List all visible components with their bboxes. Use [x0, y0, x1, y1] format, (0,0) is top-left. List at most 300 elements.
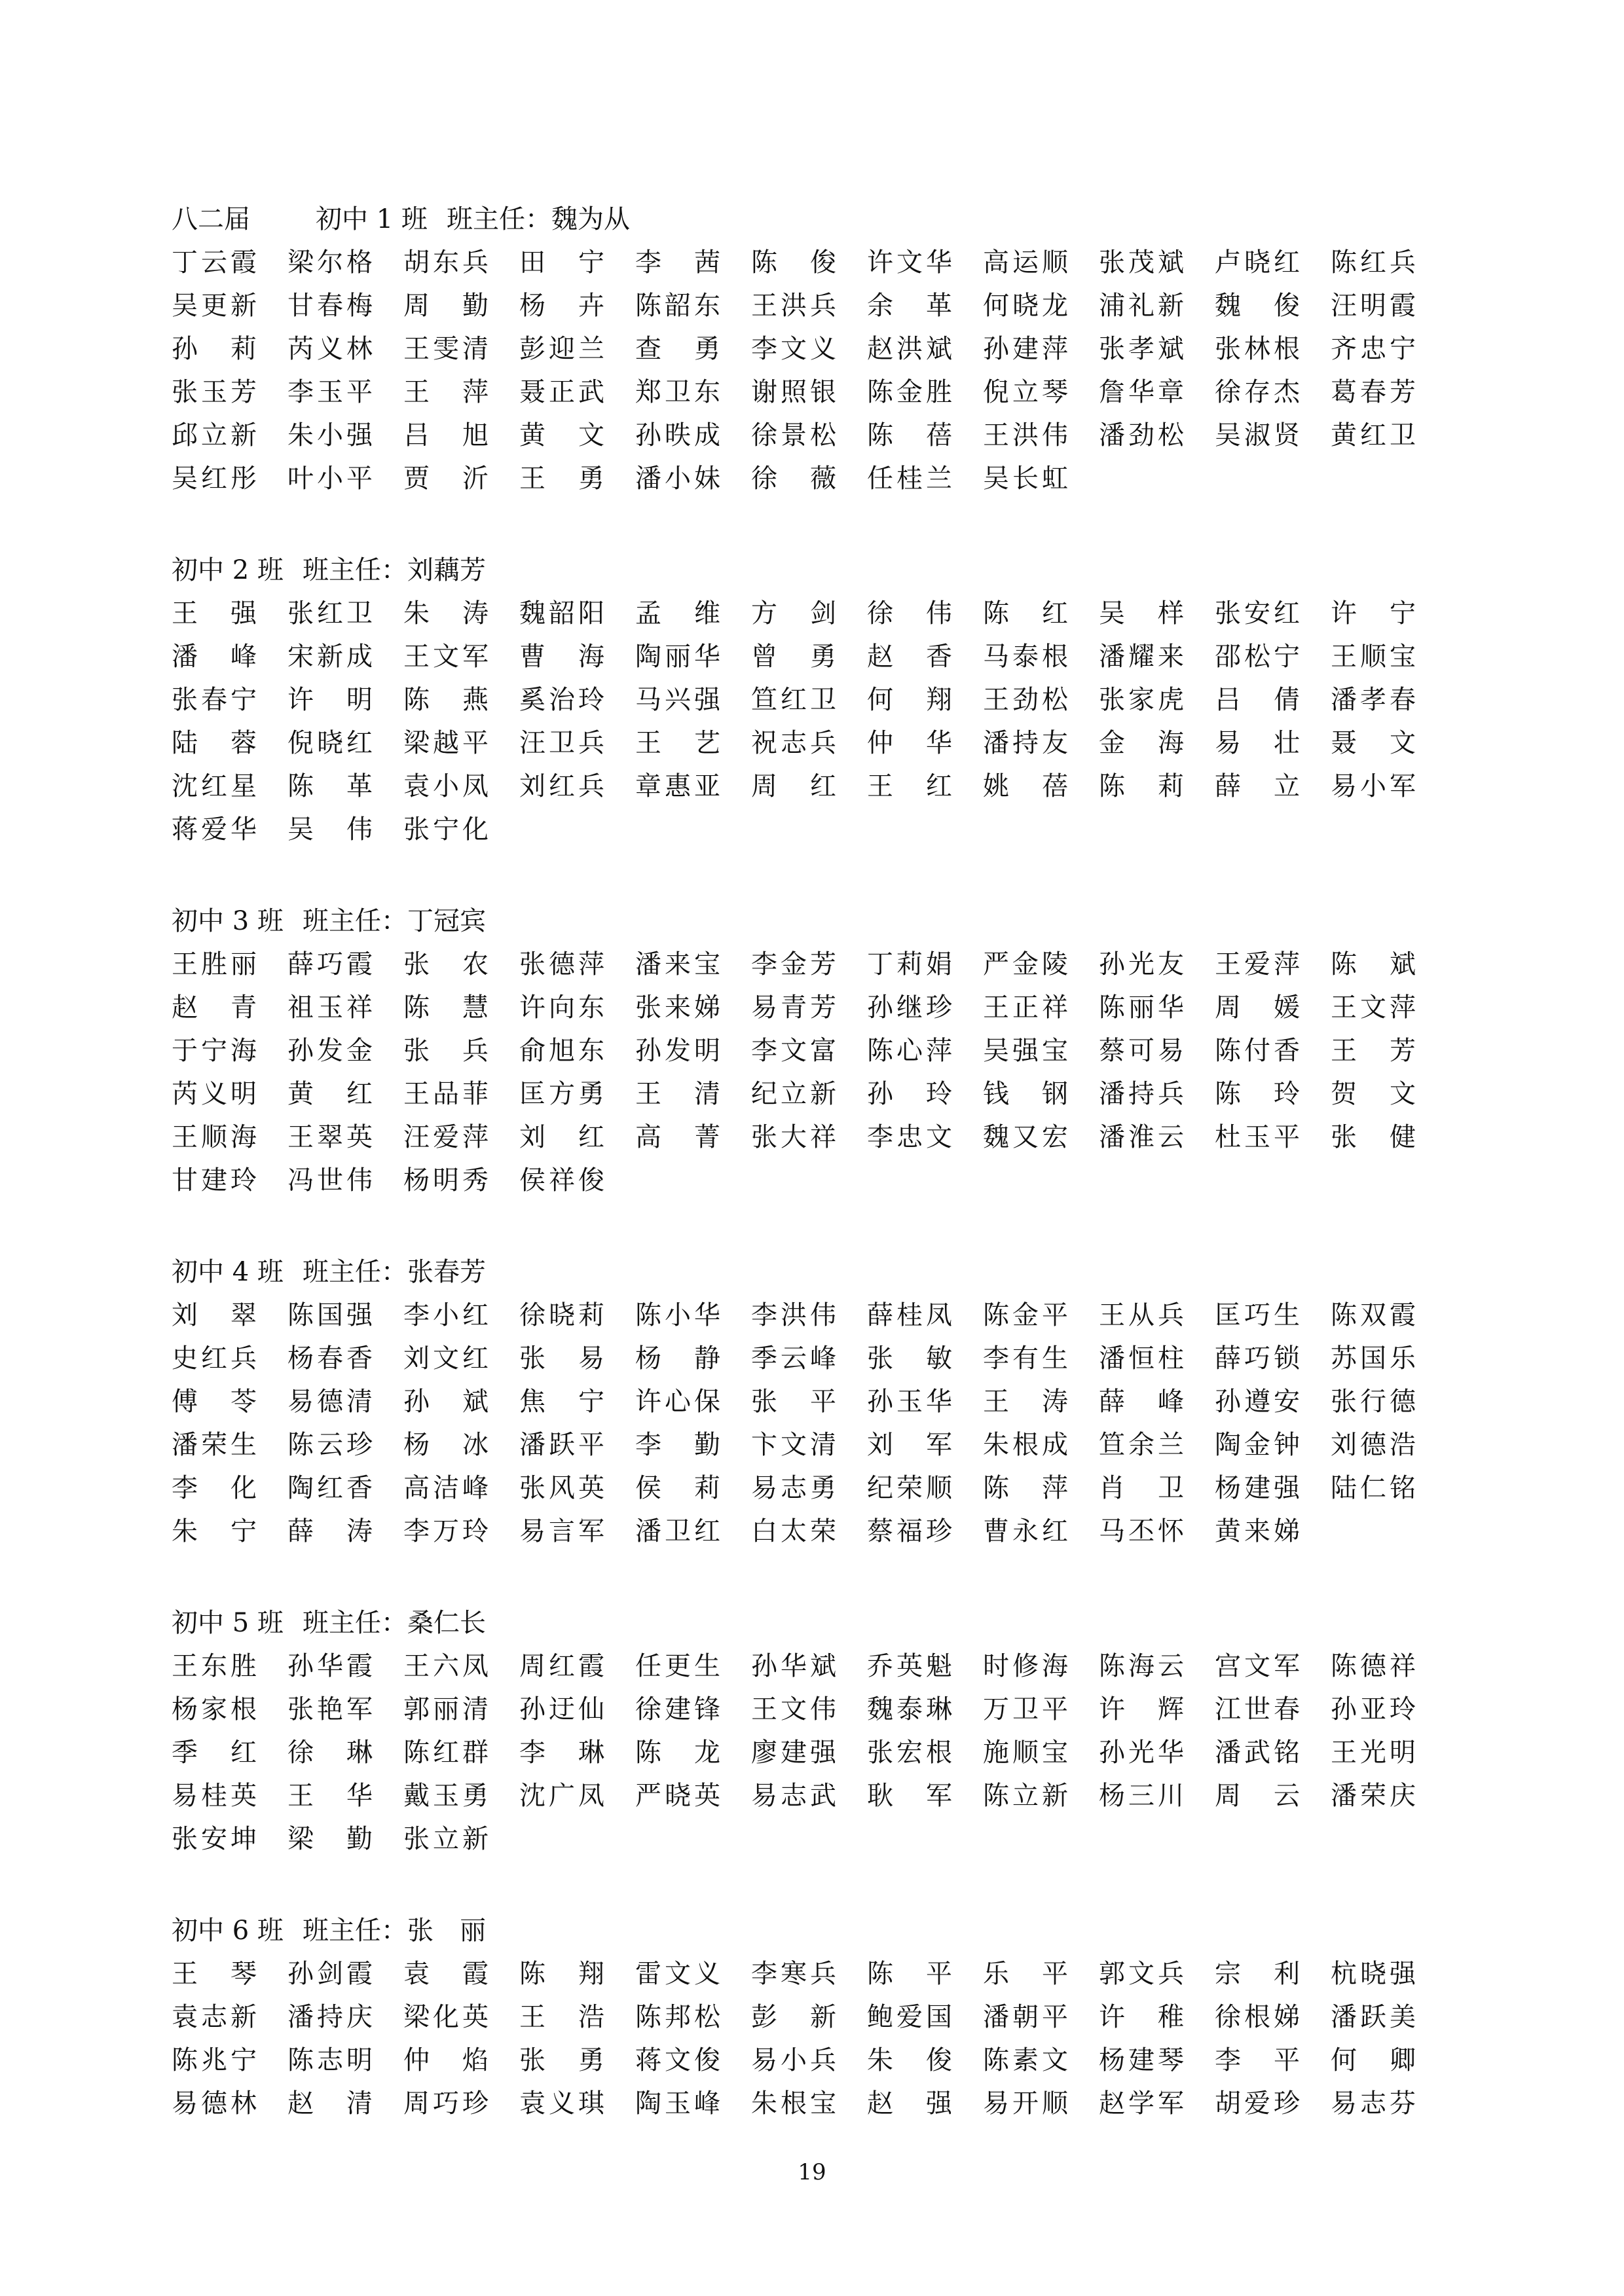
- student-name: 汪卫兵: [519, 728, 604, 758]
- student-name: 俞旭东: [519, 1036, 604, 1066]
- student-name: 朱 俊: [867, 2045, 952, 2075]
- student-name: 鲍爱国: [867, 2002, 952, 2032]
- student-name: 许文华: [867, 247, 952, 278]
- student-name: 王 浩: [519, 2002, 604, 2032]
- student-name: 潘荣生: [172, 1430, 257, 1460]
- class-heading: [172, 1601, 1416, 1645]
- student-row: [172, 1731, 1416, 1774]
- class-roster: [172, 198, 1416, 2174]
- student-name: 李 化: [172, 1473, 257, 1503]
- student-name: 赵 强: [867, 2088, 952, 2119]
- student-name: 丁云霞: [172, 247, 257, 278]
- class-name: 初中 5 班: [172, 1608, 284, 1638]
- class-heading: [172, 1250, 1416, 1294]
- student-name: 梁 勤: [287, 1824, 373, 1854]
- student-name: 何 卿: [1331, 2045, 1416, 2075]
- student-name: 蒋文俊: [635, 2045, 720, 2075]
- student-name: 陈 萍: [983, 1473, 1068, 1503]
- student-name: 王文军: [403, 642, 489, 672]
- student-row: [172, 1510, 1416, 1553]
- student-name: 薛 峰: [1099, 1387, 1184, 1417]
- student-row: [172, 1817, 1416, 1861]
- student-name: 薛 涛: [287, 1516, 373, 1546]
- student-name: 黄红卫: [1331, 420, 1416, 450]
- student-name: 潘 峰: [172, 642, 257, 672]
- student-name: 孙建萍: [983, 334, 1068, 364]
- student-name: 赵洪斌: [867, 334, 952, 364]
- student-name: 仲 华: [867, 728, 952, 758]
- student-name: 侯祥俊: [519, 1165, 604, 1195]
- student-row: [172, 808, 1416, 851]
- student-name: 陈兆宁: [172, 2045, 257, 2075]
- student-name: 陈国强: [287, 1300, 373, 1330]
- student-name: 陈金平: [983, 1300, 1068, 1330]
- class-section: [172, 1909, 1416, 2125]
- student-name: 朱 宁: [172, 1516, 257, 1546]
- student-name: 杨 冰: [403, 1430, 489, 1460]
- student-name: 张 健: [1331, 1122, 1416, 1152]
- student-name: 贺 文: [1331, 1079, 1416, 1109]
- student-name: 蔡福珍: [867, 1516, 952, 1546]
- student-name: 易德林: [172, 2088, 257, 2119]
- student-name: 吴淑贤: [1215, 420, 1300, 450]
- student-name: 李 琳: [519, 1738, 604, 1768]
- student-name: 陈 龙: [635, 1738, 720, 1768]
- student-name: 张玉芳: [172, 377, 257, 407]
- student-row: [172, 986, 1416, 1029]
- student-row: [172, 241, 1416, 284]
- student-row: [172, 2082, 1416, 2125]
- class-name: 初中 2 班: [172, 555, 284, 585]
- student-name: 李金芳: [751, 949, 836, 979]
- student-name: 陆仁铭: [1331, 1473, 1416, 1503]
- student-name: 曹永红: [983, 1516, 1068, 1546]
- student-name: 杨家根: [172, 1694, 257, 1724]
- student-name: 刘 翠: [172, 1300, 257, 1330]
- student-name: 贾 沂: [403, 464, 489, 494]
- student-name: 田 宁: [519, 247, 604, 278]
- student-name: 王 华: [287, 1781, 373, 1811]
- class-heading: [172, 900, 1416, 943]
- student-name: 张宏根: [867, 1738, 952, 1768]
- class-heading: [172, 549, 1416, 592]
- student-name: 任更生: [635, 1651, 720, 1681]
- student-name: 徐存杰: [1215, 377, 1300, 407]
- student-name: 查 勇: [635, 334, 720, 364]
- student-name: 吕 倩: [1215, 685, 1300, 715]
- student-name: 冯世伟: [287, 1165, 373, 1195]
- student-row: [172, 678, 1416, 721]
- student-name: 徐景松: [751, 420, 836, 450]
- student-name: 马丕怀: [1099, 1516, 1184, 1546]
- homeroom-teacher: 班主任：张春芳: [303, 1257, 486, 1287]
- student-name: 郑卫东: [635, 377, 720, 407]
- class-section: [172, 1250, 1416, 1553]
- student-name: 雷文义: [635, 1959, 720, 1989]
- homeroom-teacher: 班主任：魏为从: [447, 204, 630, 234]
- student-name: 王 强: [172, 598, 257, 629]
- student-name: 陈韶东: [635, 291, 720, 321]
- student-name: 李万玲: [403, 1516, 489, 1546]
- student-name: 易青芳: [751, 993, 836, 1023]
- student-name: 黄来娣: [1215, 1516, 1300, 1546]
- student-name: 姚 蓓: [983, 771, 1068, 801]
- student-row: [172, 943, 1416, 986]
- student-name: 叶小平: [287, 464, 373, 494]
- student-name: 陶丽华: [635, 642, 720, 672]
- student-name: 耿 军: [867, 1781, 952, 1811]
- student-name: 陈海云: [1099, 1651, 1184, 1681]
- student-name: 甘春梅: [287, 291, 373, 321]
- student-name: 孙发明: [635, 1036, 720, 1066]
- student-name: 刘红兵: [519, 771, 604, 801]
- student-name: 魏又宏: [983, 1122, 1068, 1152]
- student-name: 宋新成: [287, 642, 373, 672]
- student-name: 倪晓红: [287, 728, 373, 758]
- student-name: 沈广凤: [519, 1781, 604, 1811]
- student-name: 朱小强: [287, 420, 373, 450]
- student-name: 潘持友: [983, 728, 1068, 758]
- student-name: 陈德祥: [1331, 1651, 1416, 1681]
- student-row: [172, 414, 1416, 457]
- student-name: 孙发金: [287, 1036, 373, 1066]
- student-name: 许 宁: [1331, 598, 1416, 629]
- student-name: 王正祥: [983, 993, 1068, 1023]
- student-name: 薛巧霞: [287, 949, 373, 979]
- student-name: 王光明: [1331, 1738, 1416, 1768]
- student-row: [172, 1380, 1416, 1423]
- student-name: 宗 利: [1215, 1959, 1300, 1989]
- class-heading: [172, 1909, 1416, 1952]
- student-row: [172, 1952, 1416, 1995]
- student-name: 章惠亚: [635, 771, 720, 801]
- student-name: 张 勇: [519, 2045, 604, 2075]
- student-name: 陈 革: [287, 771, 373, 801]
- student-name: 蔡可易: [1099, 1036, 1184, 1066]
- student-name: 曾 勇: [751, 642, 836, 672]
- student-name: 易小兵: [751, 2045, 836, 2075]
- student-name: 赵 清: [287, 2088, 373, 2119]
- student-name: 易志芬: [1331, 2088, 1416, 2119]
- class-name: 初中 6 班: [172, 1916, 284, 1946]
- student-name: 胡东兵: [403, 247, 489, 278]
- homeroom-teacher: 班主任：刘藕芳: [303, 555, 486, 585]
- student-name: 陈志明: [287, 2045, 373, 2075]
- student-name: 许 辉: [1099, 1694, 1184, 1724]
- student-name: 潘持兵: [1099, 1079, 1184, 1109]
- student-name: 易 壮: [1215, 728, 1300, 758]
- student-name: 陈 红: [983, 598, 1068, 629]
- student-name: 彭 新: [751, 2002, 836, 2032]
- student-name: 张 平: [751, 1387, 836, 1417]
- student-name: 史红兵: [172, 1343, 257, 1374]
- student-name: 陈红群: [403, 1738, 489, 1768]
- student-name: 陈付香: [1215, 1036, 1300, 1066]
- student-name: 许 稚: [1099, 2002, 1184, 2032]
- student-row: [172, 1645, 1416, 1688]
- student-name: 祝志兵: [751, 728, 836, 758]
- student-name: 刘文红: [403, 1343, 489, 1374]
- student-name: 蒋爱华: [172, 814, 257, 845]
- student-name: 李文义: [751, 334, 836, 364]
- student-name: 聂 文: [1331, 728, 1416, 758]
- class-heading: [172, 198, 1416, 241]
- student-name: 陈立新: [983, 1781, 1068, 1811]
- class-section: [172, 1601, 1416, 1861]
- student-name: 杨 卉: [519, 291, 604, 321]
- student-name: 傅 苓: [172, 1387, 257, 1417]
- student-name: 谢照银: [751, 377, 836, 407]
- student-name: 张 易: [519, 1343, 604, 1374]
- student-name: 纪荣顺: [867, 1473, 952, 1503]
- student-name: 乐 平: [983, 1959, 1068, 1989]
- student-name: 李忠文: [867, 1122, 952, 1152]
- student-name: 陈 玲: [1215, 1079, 1300, 1109]
- student-name: 潘卫红: [635, 1516, 720, 1546]
- student-name: 王 琴: [172, 1959, 257, 1989]
- student-name: 金 海: [1099, 728, 1184, 758]
- student-name: 孙光友: [1099, 949, 1184, 979]
- student-name: 于宁海: [172, 1036, 257, 1066]
- student-name: 王顺海: [172, 1122, 257, 1152]
- student-name: 侯 莉: [635, 1473, 720, 1503]
- student-name: 李小红: [403, 1300, 489, 1330]
- student-name: 孙亚玲: [1331, 1694, 1416, 1724]
- student-name: 孙迂仙: [519, 1694, 604, 1724]
- student-name: 张茂斌: [1099, 247, 1184, 278]
- student-name: 吴红彤: [172, 464, 257, 494]
- student-name: 王胜丽: [172, 949, 257, 979]
- student-name: 易桂英: [172, 1781, 257, 1811]
- student-name: 周 红: [751, 771, 836, 801]
- student-name: 王劲松: [983, 685, 1068, 715]
- student-name: 张春宁: [172, 685, 257, 715]
- student-name: 周巧珍: [403, 2088, 489, 2119]
- student-name: 陈 燕: [403, 685, 489, 715]
- student-name: 孙玉华: [867, 1387, 952, 1417]
- student-name: 吴更新: [172, 291, 257, 321]
- student-name: 匡巧生: [1215, 1300, 1300, 1330]
- class-name: 初中 3 班: [172, 906, 284, 936]
- student-name: 王 清: [635, 1079, 720, 1109]
- student-name: 陈 莉: [1099, 771, 1184, 801]
- student-name: 倪立琴: [983, 377, 1068, 407]
- student-name: 薛 立: [1215, 771, 1300, 801]
- student-name: 王爱萍: [1215, 949, 1300, 979]
- student-name: 潘跃平: [519, 1430, 604, 1460]
- student-name: 易志勇: [751, 1473, 836, 1503]
- student-name: 潘小妹: [635, 464, 720, 494]
- student-name: 王从兵: [1099, 1300, 1184, 1330]
- student-name: 易小军: [1331, 771, 1416, 801]
- student-name: 施顺宝: [983, 1738, 1068, 1768]
- student-name: 季 红: [172, 1738, 257, 1768]
- student-name: 陶红香: [287, 1473, 373, 1503]
- student-name: 陈邦松: [635, 2002, 720, 2032]
- student-name: 王文萍: [1331, 993, 1416, 1023]
- student-name: 高 菁: [635, 1122, 720, 1152]
- student-name: 邱立新: [172, 420, 257, 450]
- student-name: 王 红: [867, 771, 952, 801]
- student-name: 易开顺: [983, 2088, 1068, 2119]
- student-name: 王洪伟: [983, 420, 1068, 450]
- student-name: 梁化英: [403, 2002, 489, 2032]
- student-name: 周 媛: [1215, 993, 1300, 1023]
- student-name: 袁小凤: [403, 771, 489, 801]
- student-name: 徐 薇: [751, 464, 836, 494]
- student-name: 张安坤: [172, 1824, 257, 1854]
- student-row: [172, 1294, 1416, 1337]
- student-name: 王 萍: [403, 377, 489, 407]
- student-name: 钱 钢: [983, 1079, 1068, 1109]
- student-name: 严金陵: [983, 949, 1068, 979]
- student-name: 孙华霞: [287, 1651, 373, 1681]
- student-name: 刘 红: [519, 1122, 604, 1152]
- student-name: 易言军: [519, 1516, 604, 1546]
- student-name: 葛春芳: [1331, 377, 1416, 407]
- student-name: 陈 斌: [1331, 949, 1416, 979]
- student-name: 祖玉祥: [287, 993, 373, 1023]
- student-name: 张林根: [1215, 334, 1300, 364]
- student-row: [172, 457, 1416, 500]
- student-name: 王顺宝: [1331, 642, 1416, 672]
- student-name: 张 农: [403, 949, 489, 979]
- student-name: 朱根宝: [751, 2088, 836, 2119]
- student-name: 潘武铭: [1215, 1738, 1300, 1768]
- student-row: [172, 1116, 1416, 1159]
- student-row: [172, 1072, 1416, 1116]
- student-name: 薛巧锁: [1215, 1343, 1300, 1374]
- student-name: 薛桂凤: [867, 1300, 952, 1330]
- student-name: 朱 涛: [403, 598, 489, 629]
- student-name: 李 勤: [635, 1430, 720, 1460]
- student-name: 吴长虹: [983, 464, 1068, 494]
- student-name: 张行德: [1331, 1387, 1416, 1417]
- student-name: 王品菲: [403, 1079, 489, 1109]
- student-name: 王东胜: [172, 1651, 257, 1681]
- student-name: 孟 维: [635, 598, 720, 629]
- student-name: 丁莉娟: [867, 949, 952, 979]
- student-name: 郭文兵: [1099, 1959, 1184, 1989]
- homeroom-teacher: 班主任：张 丽: [303, 1916, 486, 1946]
- student-name: 魏韶阳: [519, 598, 604, 629]
- student-name: 沈红星: [172, 771, 257, 801]
- student-name: 孙华斌: [751, 1651, 836, 1681]
- student-name: 何晓龙: [983, 291, 1068, 321]
- student-name: 孙遵安: [1215, 1387, 1300, 1417]
- student-name: 魏泰琳: [867, 1694, 952, 1724]
- student-name: 潘耀来: [1099, 642, 1184, 672]
- student-name: 周 云: [1215, 1781, 1300, 1811]
- student-name: 潘劲松: [1099, 420, 1184, 450]
- student-name: 张艳军: [287, 1694, 373, 1724]
- student-name: 王文伟: [751, 1694, 836, 1724]
- student-name: 梁尔格: [287, 247, 373, 278]
- student-row: [172, 765, 1416, 808]
- student-name: 陈丽华: [1099, 993, 1184, 1023]
- student-name: 朱根成: [983, 1430, 1068, 1460]
- student-name: 黄 文: [519, 420, 604, 450]
- student-name: 潘跃美: [1331, 2002, 1416, 2032]
- student-name: 时修海: [983, 1651, 1068, 1681]
- student-name: 邵松宁: [1215, 642, 1300, 672]
- student-name: 李 茜: [635, 247, 720, 278]
- page-number: 19: [798, 2159, 826, 2185]
- student-name: 魏 俊: [1215, 291, 1300, 321]
- student-name: 李寒兵: [751, 1959, 836, 1989]
- student-name: 潘淮云: [1099, 1122, 1184, 1152]
- student-name: 张家虎: [1099, 685, 1184, 715]
- student-name: 聂正武: [519, 377, 604, 407]
- student-name: 孙 玲: [867, 1079, 952, 1109]
- student-name: 卞文清: [751, 1430, 836, 1460]
- student-name: 张 敏: [867, 1343, 952, 1374]
- student-name: 万卫平: [983, 1694, 1068, 1724]
- student-name: 吕 旭: [403, 420, 489, 450]
- student-name: 吴 伟: [287, 814, 373, 845]
- student-name: 汪爱萍: [403, 1122, 489, 1152]
- student-name: 王 勇: [519, 464, 604, 494]
- student-name: 纪立新: [751, 1079, 836, 1109]
- student-name: 王雯清: [403, 334, 489, 364]
- student-name: 潘持庆: [287, 2002, 373, 2032]
- student-name: 白太荣: [751, 1516, 836, 1546]
- student-name: 孙光华: [1099, 1738, 1184, 1768]
- student-name: 陈金胜: [867, 377, 952, 407]
- student-row: [172, 1688, 1416, 1731]
- student-name: 张孝斌: [1099, 334, 1184, 364]
- student-name: 潘孝春: [1331, 685, 1416, 715]
- student-name: 袁志新: [172, 2002, 257, 2032]
- homeroom-teacher: 班主任：桑仁长: [303, 1608, 486, 1638]
- student-name: 彭迎兰: [519, 334, 604, 364]
- student-name: 陈双霞: [1331, 1300, 1416, 1330]
- student-name: 王翠英: [287, 1122, 373, 1152]
- student-row: [172, 721, 1416, 765]
- student-name: 杜玉平: [1215, 1122, 1300, 1152]
- student-name: 陈 平: [867, 1959, 952, 1989]
- student-name: 江世春: [1215, 1694, 1300, 1724]
- student-name: 潘荣庆: [1331, 1781, 1416, 1811]
- student-name: 陈 俊: [751, 247, 836, 278]
- student-name: 杨明秀: [403, 1165, 489, 1195]
- student-name: 王 芳: [1331, 1036, 1416, 1066]
- student-name: 胡爱珍: [1215, 2088, 1300, 2119]
- student-name: 李洪伟: [751, 1300, 836, 1330]
- student-name: 张立新: [403, 1824, 489, 1854]
- class-section: [172, 549, 1416, 851]
- student-name: 廖建强: [751, 1738, 836, 1768]
- student-name: 李有生: [983, 1343, 1068, 1374]
- student-name: 徐 伟: [867, 598, 952, 629]
- student-name: 王 涛: [983, 1387, 1068, 1417]
- student-name: 赵 青: [172, 993, 257, 1023]
- student-name: 袁 霞: [403, 1959, 489, 1989]
- student-name: 匡方勇: [519, 1079, 604, 1109]
- student-name: 孙剑霞: [287, 1959, 373, 1989]
- student-name: 汪明霞: [1331, 291, 1416, 321]
- student-name: 潘恒柱: [1099, 1343, 1184, 1374]
- student-row: [172, 327, 1416, 371]
- student-name: 芮义林: [287, 334, 373, 364]
- student-name: 王洪兵: [751, 291, 836, 321]
- student-name: 杨 静: [635, 1343, 720, 1374]
- student-row: [172, 284, 1416, 327]
- student-name: 奚治玲: [519, 685, 604, 715]
- student-name: 张宁化: [403, 814, 489, 845]
- student-name: 潘朝平: [983, 2002, 1068, 2032]
- student-name: 陈心萍: [867, 1036, 952, 1066]
